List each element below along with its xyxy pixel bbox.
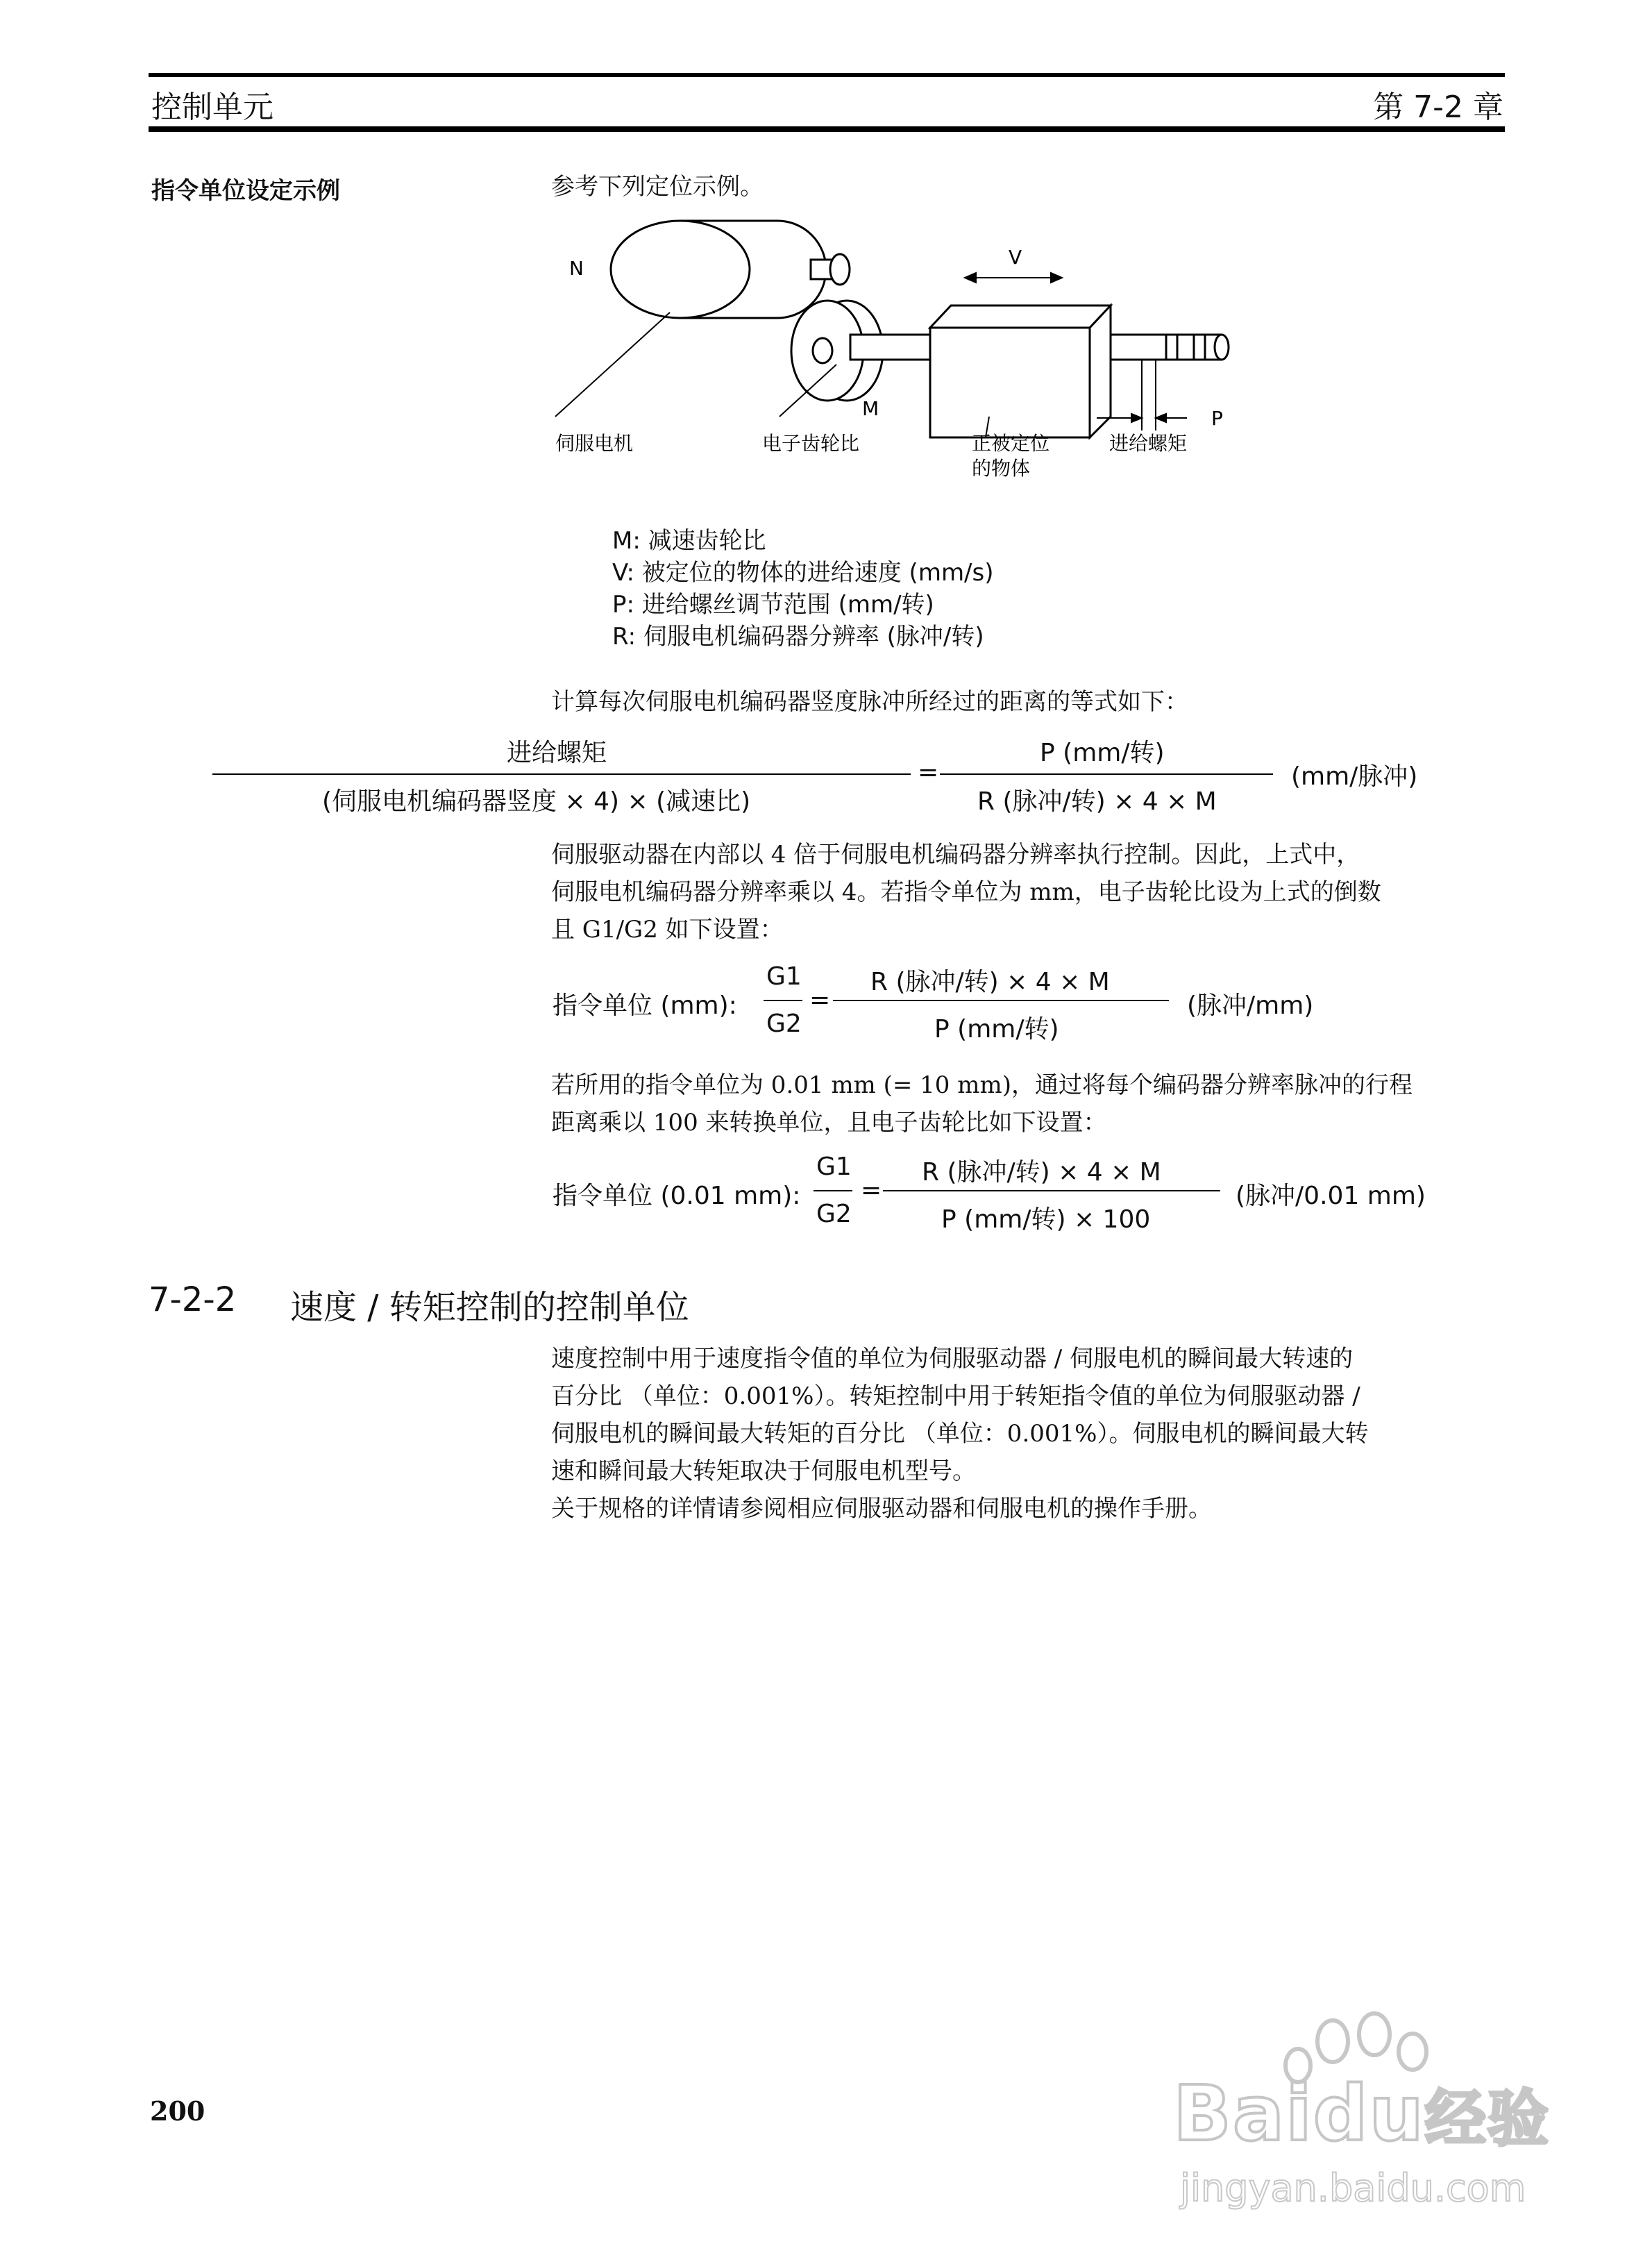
header-chapter-title: 控制单元 xyxy=(151,90,273,125)
paragraph-line: 伺服电机编码器分辨率乘以 4。若指令单位为 mm，电子齿轮比设为上式的倒数 xyxy=(551,878,1381,906)
legend xyxy=(612,525,994,653)
positioning-diagram xyxy=(541,208,1222,500)
paragraph-line: 伺服电机的瞬间最大转矩的百分比 （单位：0.001%）。伺服电机的瞬间最大转 xyxy=(551,1420,1369,1448)
eq3-numerator: R (脉冲/转) × 4 × M xyxy=(922,1158,1161,1187)
label-gear-ratio: 电子齿轮比 xyxy=(762,432,860,455)
paragraph-line: 速度控制中用于速度指令值的单位为伺服驱动器 / 伺服电机的瞬间最大转速的 xyxy=(551,1345,1354,1373)
page-number: 200 xyxy=(150,2095,205,2127)
eq3-g-line xyxy=(814,1190,852,1191)
calc-intro: 计算每次伺服电机编码器竖度脉冲所经过的距离的等式如下： xyxy=(551,688,1188,716)
legend-item: V: 被定位的物体的进给速度 (mm/s) xyxy=(612,559,994,587)
paragraph-line: 距离乘以 100 来转换单位，且电子齿轮比如下设置： xyxy=(551,1109,1107,1137)
block-front xyxy=(930,328,1090,437)
eq2-g1: G1 xyxy=(766,962,802,991)
section-title: 速度 / 转矩控制的控制单位 xyxy=(290,1288,689,1327)
paragraph-line: 且 G1/G2 如下设置： xyxy=(551,916,784,944)
label-feed-pitch: 进给螺矩 xyxy=(1109,432,1188,455)
watermark-cn: 经验 xyxy=(1424,2083,1550,2154)
eq2-unit: (脉冲/mm) xyxy=(1187,991,1314,1020)
eq1-denominator-right: R (脉冲/转) × 4 × M xyxy=(977,787,1217,816)
watermark-brand: Bai xyxy=(1173,2069,1313,2158)
eq1-unit: (mm/脉冲) xyxy=(1291,762,1418,791)
watermark-url: jingyan.baidu.com xyxy=(1180,2166,1526,2210)
eq3-g1: G1 xyxy=(816,1153,852,1181)
paragraph-4 xyxy=(551,1340,1516,1527)
watermark-brand2: du xyxy=(1313,2069,1425,2158)
paragraph-line: 百分比 （单位：0.001%）。转矩控制中用于转矩指令值的单位为伺服驱动器 / xyxy=(551,1382,1360,1410)
motor-shaft-end xyxy=(830,254,850,285)
eq2-label: 指令单位 (mm): xyxy=(553,991,737,1020)
eq3-denominator: P (mm/转) × 100 xyxy=(941,1205,1151,1234)
eq2-equals: = xyxy=(809,986,831,1014)
eq2-denominator: P (mm/转) xyxy=(934,1015,1059,1044)
eq2-numerator: R (脉冲/转) × 4 × M xyxy=(870,968,1110,996)
label-P: P xyxy=(1211,407,1223,430)
label-servo-motor: 伺服电机 xyxy=(555,432,634,455)
label-object-line1: 正被定位 xyxy=(972,432,1050,455)
paragraph-3 xyxy=(551,1066,1509,1141)
side-heading: 指令单位设定示例 xyxy=(151,177,340,205)
legend-item: M: 减速齿轮比 xyxy=(612,527,766,555)
label-V: V xyxy=(1009,246,1022,269)
gear-hub xyxy=(813,338,832,363)
label-N: N xyxy=(569,257,584,280)
eq3-unit: (脉冲/0.01 mm) xyxy=(1236,1182,1426,1210)
motor-face xyxy=(611,221,750,318)
eq3-g2: G2 xyxy=(816,1200,852,1228)
section-number: 7-2-2 xyxy=(149,1280,237,1319)
intro-text: 参考下列定位示例。 xyxy=(551,173,764,201)
eq1-fraction-line-left xyxy=(212,773,911,775)
eq2-g2: G2 xyxy=(766,1010,802,1038)
header-chapter-number: 第 7-2 章 xyxy=(1373,90,1503,125)
header-rule-bottom xyxy=(149,126,1505,132)
eq1-numerator-right: P (mm/转) xyxy=(1040,739,1165,767)
eq1-equals: = xyxy=(918,758,939,787)
label-object-line2: 的物体 xyxy=(972,457,1031,480)
eq1-numerator-left: 进给螺矩 xyxy=(507,739,607,767)
eq2-fraction-line xyxy=(833,1000,1169,1001)
label-M: M xyxy=(862,397,879,420)
block-top xyxy=(930,305,1111,328)
eq1-fraction-line-right xyxy=(940,773,1273,775)
eq3-label: 指令单位 (0.01 mm): xyxy=(553,1182,801,1210)
eq3-fraction-line xyxy=(883,1190,1220,1191)
legend-item: R: 伺服电机编码器分辨率 (脉冲/转) xyxy=(612,623,984,651)
paragraph-2 xyxy=(551,836,1509,948)
eq1-denominator-left: (伺服电机编码器竖度 × 4) × (减速比) xyxy=(322,787,751,816)
header-rule-top xyxy=(149,73,1505,77)
eq3-equals: = xyxy=(861,1176,882,1205)
legend-item: P: 进给螺丝调节范围 (mm/转) xyxy=(612,591,934,619)
paragraph-line: 关于规格的详情请参阅相应伺服驱动器和伺服电机的操作手册。 xyxy=(551,1495,1212,1523)
eq2-g-line xyxy=(764,1000,802,1001)
paragraph-line: 若所用的指令单位为 0.01 mm (= 10 mm)，通过将每个编码器分辨率脉冲的行程 xyxy=(551,1071,1413,1099)
paragraph-line: 速和瞬间最大转矩取决于伺服电机型号。 xyxy=(551,1457,976,1485)
paragraph-line: 伺服驱动器在内部以 4 倍于伺服电机编码器分辨率执行控制。因此，上式中， xyxy=(551,841,1360,869)
